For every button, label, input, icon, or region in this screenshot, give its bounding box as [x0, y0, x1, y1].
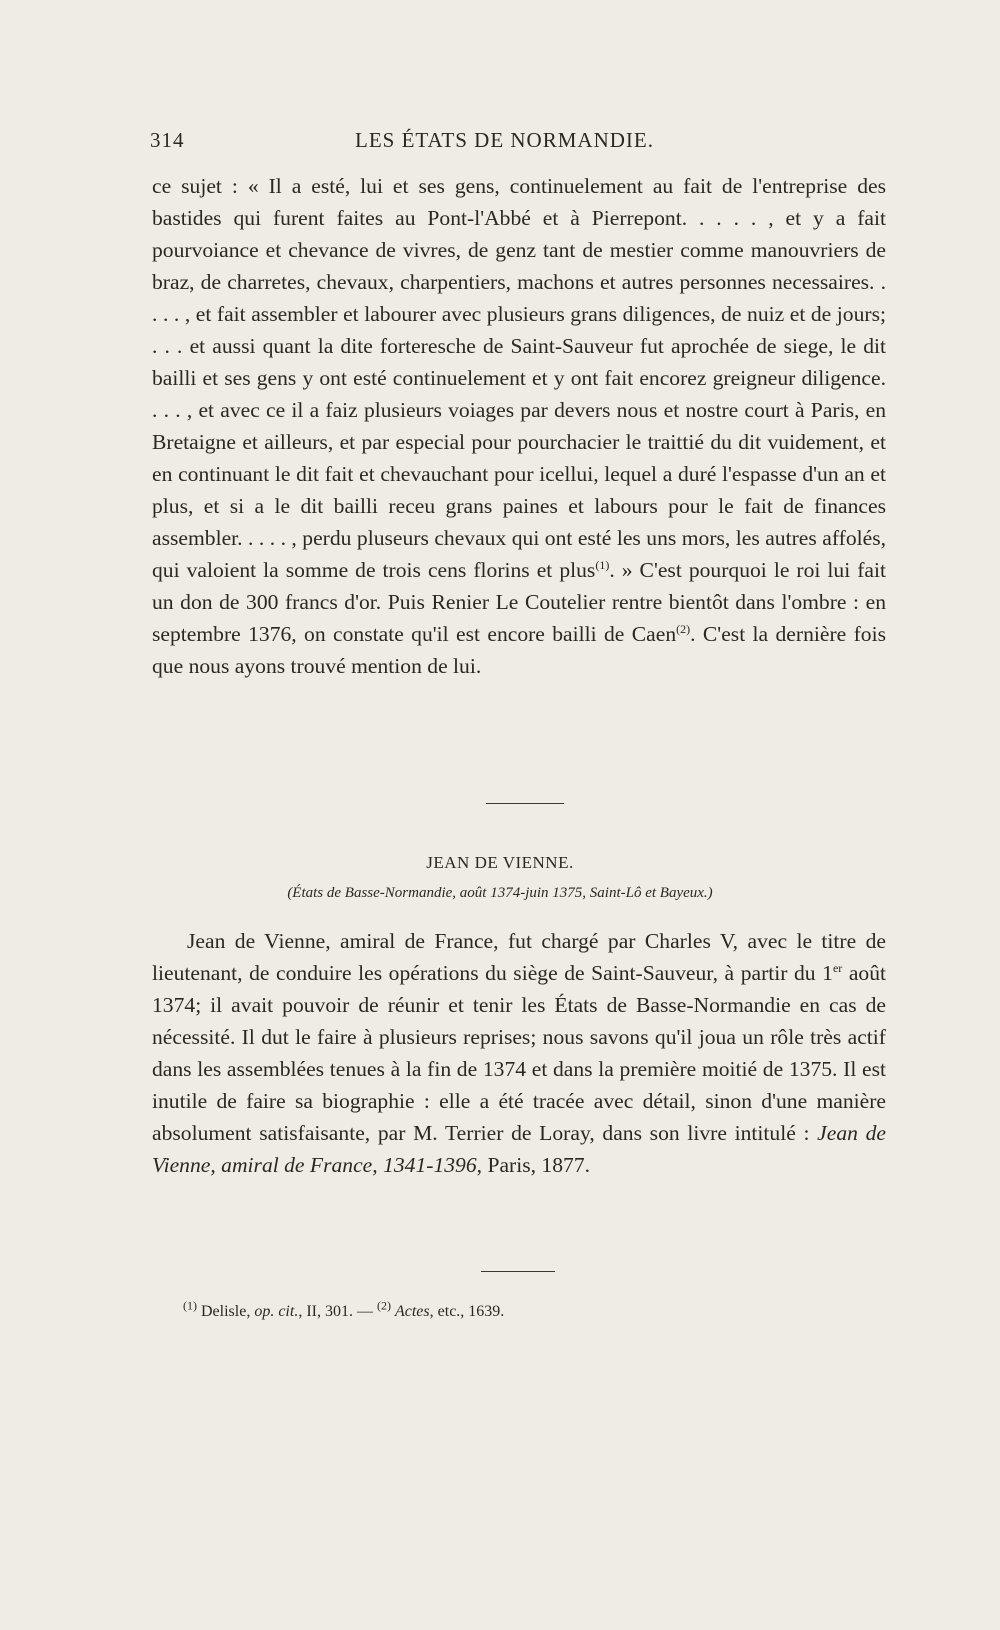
paragraph-jean-de-vienne: [152, 925, 886, 1181]
section-title: JEAN DE VIENNE.: [426, 853, 574, 872]
footnote-ref-2: (2): [676, 621, 691, 636]
section-subtitle: (États de Basse-Normandie, août 1374-juin 1375, Saint-Lô et Bayeux.): [287, 885, 713, 901]
footnote-text-italic: op. cit.: [254, 1303, 299, 1320]
book-title: Jean de Vienne, amiral de France, 1341-1396: [152, 1121, 887, 1177]
footnote-text: Delisle,: [197, 1303, 255, 1320]
paragraph-text: , Paris, 1877.: [476, 1153, 591, 1177]
paragraph-text: . » C'est pourquoi le roi lui fait un don de 300 francs d'or. Puis Renier Le Coutelier rentre bientôt dans l'ombre : en septembre 1376, on constate qu'il est encore bailli de Caen: [152, 558, 886, 646]
paragraph-text: Jean de Vienne, amiral de France, fut chargé par Charles V, avec le titre de lieutenant, de conduire les opérations du siège de Saint-Sauveur, à partir du 1: [152, 929, 886, 985]
ordinal-superscript: er: [832, 960, 843, 975]
footnote-text: , II, 301. —: [298, 1303, 377, 1320]
section-divider: [486, 803, 564, 804]
footnote-marker-1: (1): [183, 1298, 197, 1313]
paragraph-text: . C'est la dernière fois que nous ayons trouvé mention de lui.: [152, 622, 887, 678]
page-header: [150, 128, 885, 160]
footnote-text-italic: Actes: [394, 1303, 430, 1320]
footnote-divider: [481, 1271, 555, 1272]
footnote-ref-1: (1): [595, 557, 610, 572]
page-number: 314: [150, 128, 185, 152]
footnote-marker-2: (2): [376, 1298, 391, 1313]
running-title: LES ÉTATS DE NORMANDIE.: [355, 128, 654, 152]
footnotes: [183, 1298, 505, 1321]
paragraph-text: ce sujet : « Il a esté, lui et ses gens, continuelement au fait de l'entreprise des bastides qui furent faites au Pont-l'Abbé et à Pierrepont. . . . . , et y a fait pourvoiance et chevance de vivres, de genz tant de mestier comme manouvriers de braz, de charretes, chevaux, charpentiers, machons et autres personnes necessaires. . . . . , et fait assembler et labourer avec plusieurs grans diligences, de nuiz et de jours; . . . et aussi quant la dite forteresche de Saint-Sauveur fut aprochée de siege, le dit bailli et ses gens y ont esté continuelement et y ont fait encorez greigneur diligence. . . . , et avec ce il a faiz plusieurs voiages par devers nous et nostre court à Paris, en Bretaigne et ailleurs, et par especial pour pourchacier le traittié du dit vuidement, et en continuant le dit fait et chevauchant pour icellui, lequel a duré l'espasse d'un an et plus, et si a le dit bailli receu grans paines et labours pour le fait de finances assembler. . . . . , perdu pluseurs chevaux qui ont esté les uns mors, les autres affolés, qui valoient la somme de trois cens florins et plus: [152, 174, 886, 582]
paragraph-text: août 1374; il avait pouvoir de réunir et tenir les États de Basse-Normandie en cas de nécessité. Il dut le faire à plusieurs reprises; nous savons qu'il joua un rôle très actif dans les assemblées tenues à la fin de 1374 et dans la première moitié de 1375. Il est inutile de faire sa biographie : elle a été tracée avec détail, sinon d'une manière absolument satisfaisante, par M. Terrier de Loray, dans son livre intitulé :: [152, 961, 887, 1145]
footnote-text: , etc., 1639.: [429, 1303, 505, 1320]
paragraph-renier-le-coutelier: [152, 170, 886, 682]
